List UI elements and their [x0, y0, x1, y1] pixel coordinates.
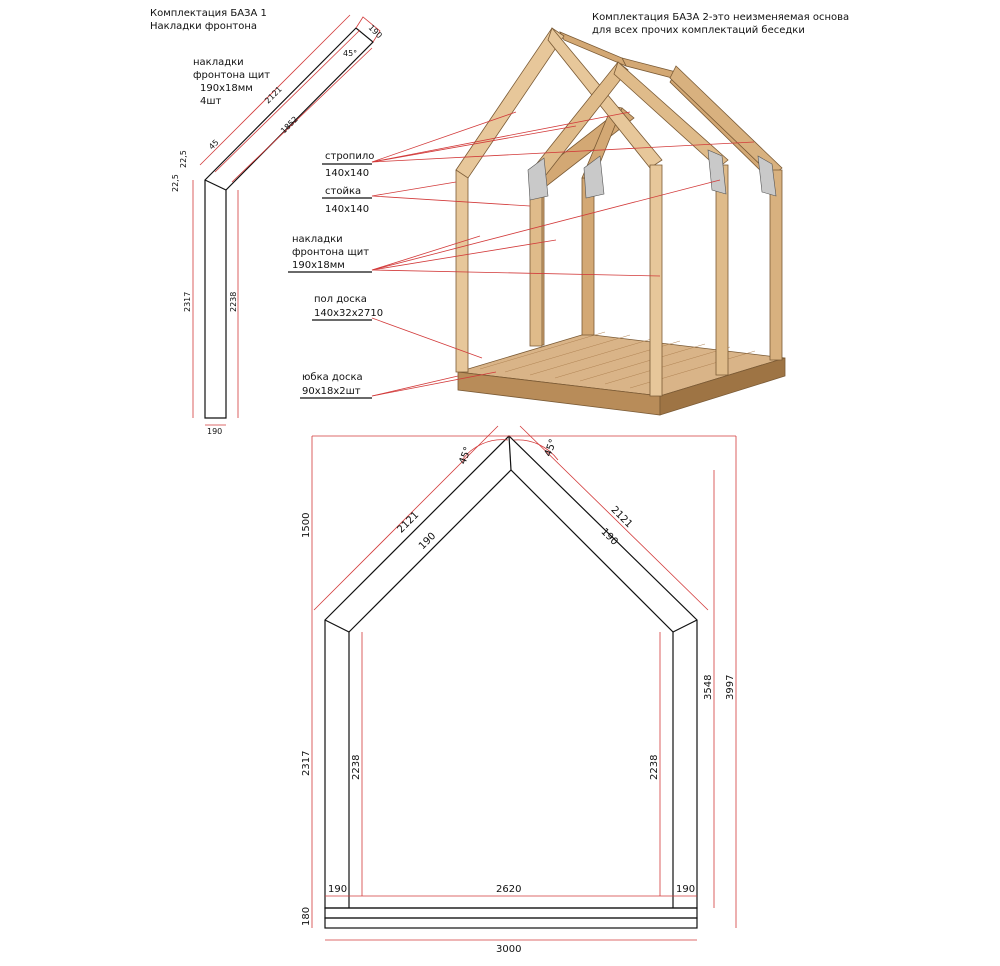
elevation-inner-outline	[349, 470, 673, 908]
callout-post-2: 140x140	[325, 204, 370, 215]
overlay-label-4: 4шт	[200, 96, 222, 107]
base-height: 180	[301, 906, 312, 926]
gable-height: 1500	[301, 512, 312, 538]
callout-overlay-2: фронтона щит	[292, 247, 370, 258]
dim-joint-angle: 45	[207, 137, 221, 152]
callout-rafter-1: стропило	[325, 151, 375, 162]
rafter-left-width: 190	[416, 530, 439, 553]
angle-right: 45°	[542, 437, 560, 459]
dim-top-angle: 45°	[343, 49, 358, 58]
callout-post-1: стойка	[325, 186, 362, 197]
base2-title: Комплектация БАЗА 2-это неизменяемая основа	[592, 12, 850, 23]
callout-overlay-1: накладки	[292, 234, 343, 245]
inner-height: 3548	[703, 674, 714, 700]
elevation-outer-outline	[325, 436, 697, 908]
base1-subtitle: Накладки фронтона	[150, 21, 258, 32]
callout-skirt-2: 90x18x2шт	[302, 386, 361, 397]
base-board-1	[325, 908, 697, 918]
base1-title: Комплектация БАЗА 1	[150, 8, 267, 19]
frame-3d-illustration	[288, 12, 849, 415]
base2-subtitle: для всех прочих комплектаций беседки	[592, 25, 805, 36]
base-board-2	[325, 918, 697, 928]
rafter-left-length: 2121	[395, 509, 422, 536]
overlay-label-3: 190x18мм	[200, 83, 253, 94]
angle-left: 45°	[457, 445, 474, 466]
overlay-label-2: фронтона щит	[193, 70, 271, 81]
overlay-label-1: накладки	[193, 57, 244, 68]
post-right-inner: 2238	[649, 754, 660, 780]
callout-overlay-3: 190x18мм	[292, 260, 345, 271]
callout-rafter-2: 140x140	[325, 168, 370, 179]
callout-skirt-1: юбка доска	[302, 372, 363, 383]
total-height: 3997	[725, 674, 736, 700]
total-width: 3000	[496, 944, 522, 955]
dim-top-width: 190	[366, 23, 384, 41]
inner-span: 2620	[496, 884, 522, 895]
elevation-drawing	[301, 426, 736, 955]
dim-post-width: 190	[207, 427, 223, 436]
dim-post-inner: 2238	[229, 291, 238, 312]
rafter-right-length: 2121	[608, 504, 635, 531]
dim-rafter-long: 2121	[263, 84, 284, 106]
dim-post-outer: 2317	[183, 291, 192, 312]
dim-cut-b: 22,5	[171, 174, 180, 192]
dim-rafter-short: 1852	[279, 114, 300, 136]
left-post-width: 190	[328, 884, 348, 895]
post-left-inner: 2238	[351, 754, 362, 780]
post-left-outer: 2317	[301, 750, 312, 776]
dim-cut-a: 22,5	[179, 150, 188, 168]
rafter-right-width: 190	[598, 526, 620, 548]
right-post-width: 190	[676, 884, 696, 895]
callout-floor-1: пол доска	[314, 294, 367, 305]
callout-floor-2: 140x32x2710	[314, 308, 384, 319]
